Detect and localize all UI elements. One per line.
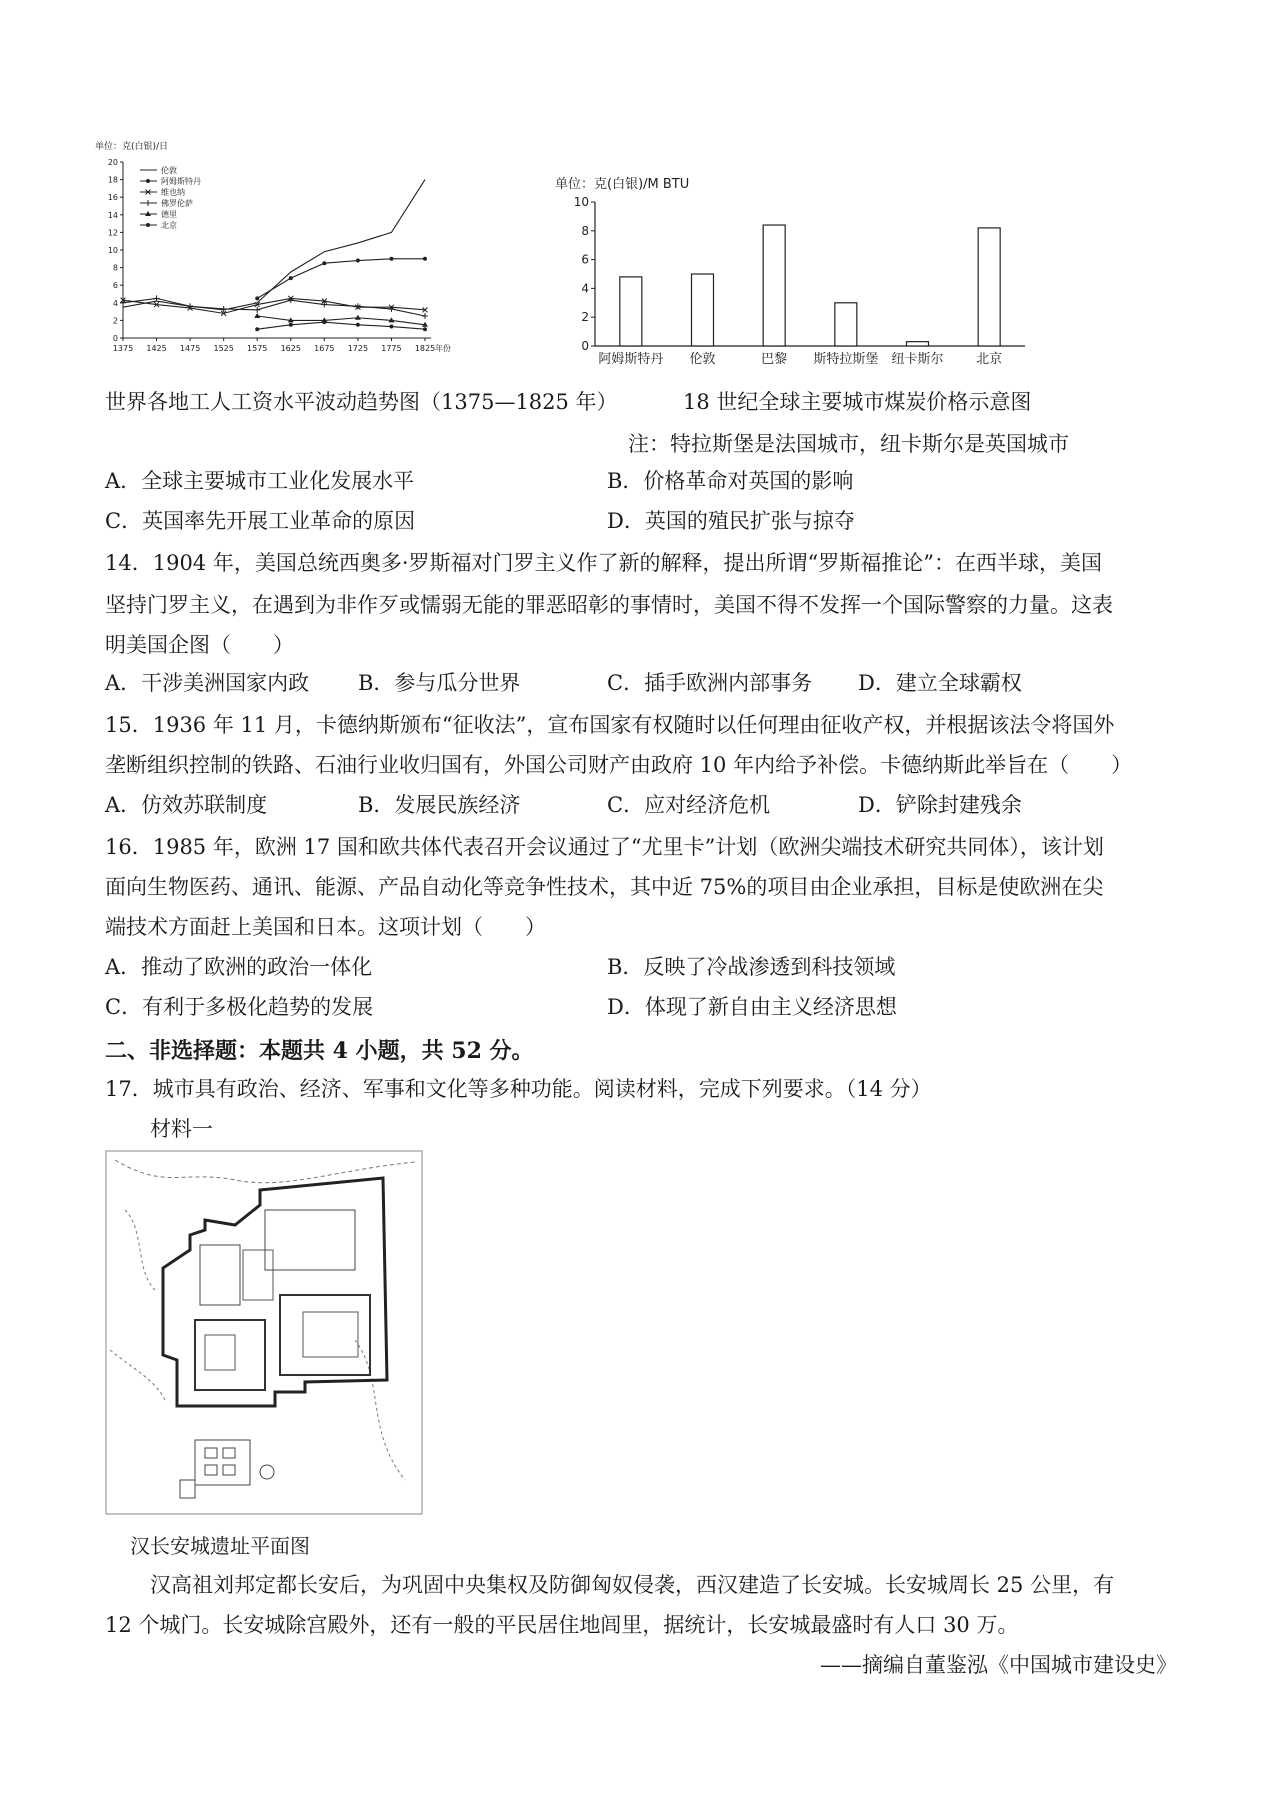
wage-x-tick-label: 1725 <box>347 344 369 353</box>
coal-category-label: 阿姆斯特丹 <box>598 352 664 367</box>
wage-x-tick-label: 1575 <box>247 344 268 353</box>
wage-chart <box>95 140 495 375</box>
coal-category-label: 北京 <box>976 352 1003 367</box>
wage-legend-marker <box>146 179 150 183</box>
q16-stem-line1: 16．1985 年，欧洲 17 国和欧共体代表召开会议通过了“尤里卡”计划（欧洲尖端技术研究共同体），该计划 <box>105 835 1104 859</box>
q16-option-c[interactable]: C．有利于多极化趋势的发展 <box>105 995 374 1019</box>
wage-legend-label: 阿姆斯特丹 <box>161 177 201 186</box>
q14-stem-line2: 坚持门罗主义，在遇到为非作歹或懦弱无能的罪恶昭彰的事情时，美国不得不发挥一个国际警察的力量。这表 <box>105 593 1113 617</box>
han-changan-map-svg <box>105 1150 423 1515</box>
q17-material-label: 材料一 <box>150 1117 213 1141</box>
wage-x-tick-label: 1425 <box>146 344 167 353</box>
coal-bar-0 <box>620 277 642 346</box>
coal-y-tick-label: 4 <box>581 281 589 296</box>
q14-stem-line1: 14．1904 年，美国总统西奥多·罗斯福对门罗主义作了新的解释，提出所谓“罗斯福推论”：在西半球，美国 <box>105 551 1102 575</box>
wage-unit-label: 单位：克(白银)/日 <box>95 142 169 152</box>
wage-x-tick-label: 1525 <box>213 344 234 353</box>
q17-material-para-line1: 汉高祖刘邦定都长安后，为巩固中央集权及防御匈奴侵袭，西汉建造了长安城。长安城周长 25 公里，有 <box>150 1573 1115 1597</box>
wage-y-tick-label: 20 <box>107 158 118 167</box>
wage-x-tick-label: 1675 <box>314 344 335 353</box>
wage-y-tick-label: 14 <box>107 210 118 220</box>
wage-legend-marker <box>145 200 151 206</box>
q16-stem-line3: 端技术方面赶上美国和日本。这项计划（ ） <box>105 915 546 939</box>
map-caption: 汉长安城遗址平面图 <box>130 1534 310 1558</box>
wage-x-tick-label: 1375 <box>112 344 134 353</box>
coal-bar-3 <box>835 303 857 346</box>
q15-option-d[interactable]: D．铲除封建残余 <box>858 793 1022 817</box>
coal-bar-2 <box>763 225 785 346</box>
q14-stem-line3: 明美国企图（ ） <box>105 633 294 657</box>
wage-point-3 <box>154 295 160 301</box>
wage-series-line-1 <box>257 259 425 299</box>
wage-legend-label: 北京 <box>161 221 177 230</box>
coal-y-tick-label: 0 <box>581 339 589 353</box>
q16-option-d[interactable]: D．体现了新自由主义经济思想 <box>607 995 897 1019</box>
wage-y-tick-label: 6 <box>112 281 118 291</box>
q13-option-c[interactable]: C．英国率先开展工业革命的原因 <box>105 509 416 533</box>
coal-chart-svg <box>555 168 1035 378</box>
wage-y-tick-label: 16 <box>107 193 118 203</box>
wage-series-line-5 <box>257 322 425 329</box>
q17-stem: 17．城市具有政治、经济、军事和文化等多种功能。阅读材料，完成下列要求。（14 分） <box>105 1077 932 1101</box>
q17-material-source: ——摘编自董鉴泓《中国城市建设史》 <box>820 1653 1177 1677</box>
wage-point-5 <box>322 320 326 324</box>
wage-point-1 <box>255 296 259 300</box>
wage-point-5 <box>356 323 360 327</box>
q15-stem-line1: 15．1936 年 11 月，卡德纳斯颁布“征收法”，宣布国家有权随时以任何理由征收产权，并根据该法令将国外 <box>105 713 1115 737</box>
wage-point-5 <box>389 325 393 329</box>
wage-x-tick-label: 1625 <box>280 344 301 353</box>
wage-point-3 <box>254 307 260 313</box>
wage-y-tick-label: 18 <box>107 175 118 185</box>
wage-y-tick-label: 8 <box>112 263 118 273</box>
wage-y-tick-label: 12 <box>107 228 118 238</box>
q13-option-d[interactable]: D．英国的殖民扩张与掠夺 <box>607 509 855 533</box>
wage-point-1 <box>289 276 293 280</box>
wage-x-tick-label: 1825 <box>414 344 436 353</box>
wage-chart-caption: 世界各地工人工资水平波动趋势图（1375—1825 年） <box>105 390 618 414</box>
wage-point-5 <box>289 323 293 327</box>
coal-y-tick-label: 10 <box>573 195 589 209</box>
coal-y-tick-label: 2 <box>581 310 589 325</box>
wage-y-tick-label: 0 <box>112 334 118 343</box>
coal-category-label: 斯特拉斯堡 <box>813 352 879 367</box>
wage-point-4 <box>254 313 260 318</box>
wage-legend-label: 德里 <box>161 210 177 219</box>
han-changan-map <box>105 1150 423 1515</box>
q15-option-b[interactable]: B．发展民族经济 <box>358 793 521 817</box>
section2-heading: 二、非选择题：本题共 4 小题，共 52 分。 <box>105 1038 534 1064</box>
coal-bar-1 <box>692 274 714 346</box>
wage-point-1 <box>356 259 360 263</box>
q15-option-c[interactable]: C．应对经济危机 <box>607 793 771 817</box>
wage-y-tick-label: 2 <box>112 316 118 326</box>
wage-x-tick-label: 1775 <box>381 344 402 353</box>
wage-point-5 <box>423 327 427 331</box>
coal-chart <box>555 168 1035 378</box>
wage-y-tick-label: 4 <box>112 298 118 308</box>
coal-bar-5 <box>978 228 1000 346</box>
wage-point-4 <box>355 315 361 320</box>
wage-point-1 <box>389 257 393 261</box>
coal-category-label: 纽卡斯尔 <box>891 352 944 367</box>
wage-legend-label: 佛罗伦萨 <box>161 199 193 208</box>
wage-point-1 <box>423 257 427 261</box>
wage-y-tick-label: 10 <box>107 246 118 255</box>
coal-unit-label: 单位：克(白银)/M BTU <box>555 177 690 192</box>
wage-chart-svg <box>95 140 495 375</box>
coal-chart-note: 注：特拉斯堡是法国城市，纽卡斯尔是英国城市 <box>628 432 1069 456</box>
wage-legend-label: 伦敦 <box>161 166 177 175</box>
wage-point-5 <box>255 327 259 331</box>
q13-option-a[interactable]: A．全球主要城市工业化发展水平 <box>105 469 415 493</box>
coal-y-tick-label: 8 <box>581 223 589 238</box>
wage-point-3 <box>422 313 428 319</box>
coal-y-tick-label: 6 <box>581 252 589 267</box>
coal-category-label: 巴黎 <box>761 352 788 367</box>
q15-option-a[interactable]: A．仿效苏联制度 <box>105 793 268 817</box>
wage-point-3 <box>355 303 361 309</box>
coal-category-label: 伦敦 <box>689 352 716 367</box>
q17-material-para-line2: 12 个城门。长安城除宫殿外，还有一般的平民居住地闾里，据统计，长安城最盛时有人口 30 万。 <box>105 1613 1019 1637</box>
q14-option-c[interactable]: C．插手欧洲内部事务 <box>607 671 813 695</box>
q16-option-b[interactable]: B．反映了冷战渗透到科技领域 <box>607 955 896 979</box>
wage-point-1 <box>322 261 326 265</box>
q13-option-b[interactable]: B．价格革命对英国的影响 <box>607 469 854 493</box>
wage-legend-label: 维也纳 <box>161 188 185 197</box>
q15-stem-line2: 垄断组织控制的铁路、石油行业收归国有，外国公司财产由政府 10 年内给予补偿。卡德纳斯此举旨在（ ） <box>105 753 1133 777</box>
wage-x-axis-label: 年份 <box>435 344 451 353</box>
wage-x-tick-label: 1475 <box>179 344 201 353</box>
coal-bar-4 <box>907 342 929 346</box>
coal-chart-caption: 18 世纪全球主要城市煤炭价格示意图 <box>683 390 1032 414</box>
q14-option-d[interactable]: D．建立全球霸权 <box>858 671 1022 695</box>
q14-option-a[interactable]: A．干涉美洲国家内政 <box>105 671 310 695</box>
q16-stem-line2: 面向生物医药、通讯、能源、产品自动化等竞争性技术，其中近 75%的项目由企业承担，目标是使欧洲在尖 <box>105 875 1104 899</box>
q14-option-b[interactable]: B．参与瓜分世界 <box>358 671 521 695</box>
wage-legend-marker <box>146 223 150 227</box>
q16-option-a[interactable]: A．推动了欧洲的政治一体化 <box>105 955 373 979</box>
